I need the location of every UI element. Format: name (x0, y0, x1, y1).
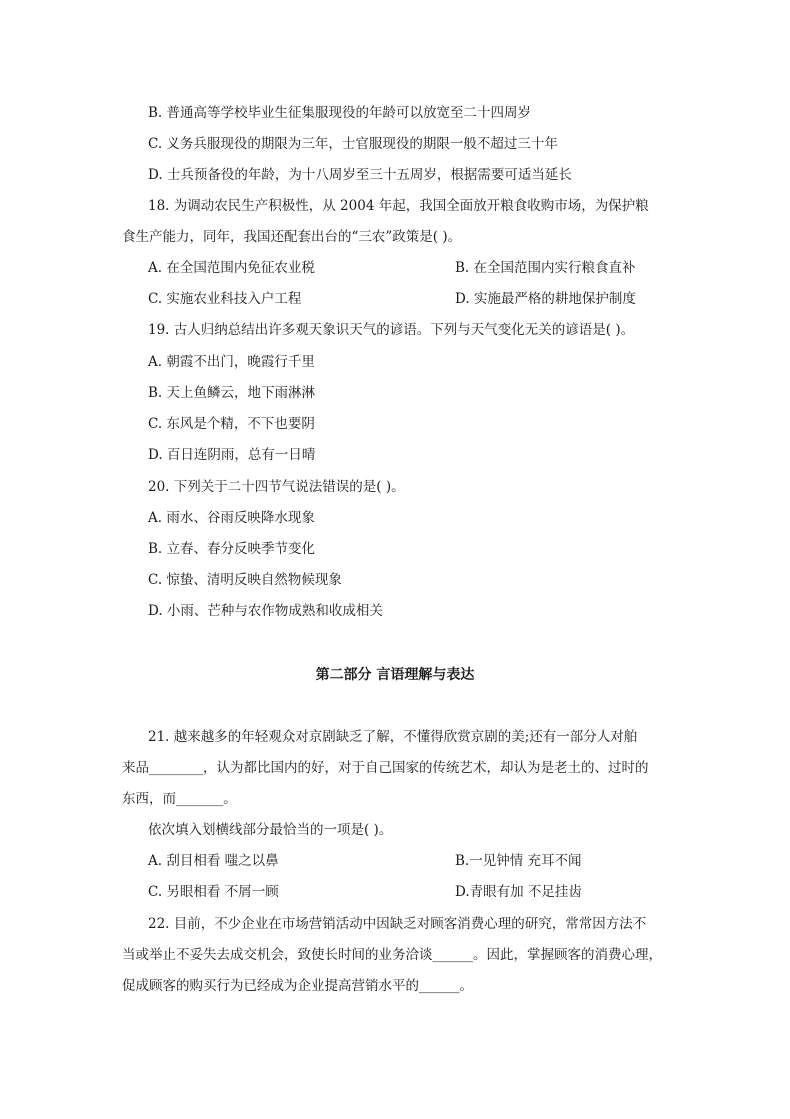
q20-stem: 20. 下列关于二十四节气说法错误的是( )。 (148, 479, 405, 495)
q22-stem-line3: 促成顾客的购买行为已经成为企业提高营销水平的______。 (122, 978, 473, 994)
q22-stem-line1: 22. 目前，不少企业在市场营销活动中因缺乏对顾客消费心理的研究，常常因方法不 (148, 916, 647, 932)
q21-prompt: 依次填入划横线部分最恰当的一项是( )。 (148, 822, 393, 838)
q19-option-b: B. 天上鱼鳞云，地下雨淋淋 (148, 385, 316, 401)
q21-option-d: D.青眼有加 不足挂齿 (455, 884, 582, 900)
q20-option-b: B. 立春、春分反映季节变化 (148, 541, 316, 557)
q21-option-b: B.一见钟情 充耳不闻 (455, 853, 582, 869)
q20-option-c: C. 惊蛰、清明反映自然物候现象 (148, 572, 342, 588)
q17-option-b: B. 普通高等学校毕业生征集服现役的年龄可以放宽至二十四周岁 (148, 105, 532, 121)
q20-option-d: D. 小雨、芒种与农作物成熟和收成相关 (148, 603, 383, 619)
section-heading: 第二部分 言语理解与表达 (315, 667, 475, 683)
q18-option-b: B. 在全国范围内实行粮食直补 (455, 260, 636, 276)
q21-option-a: A. 刮目相看 嗤之以鼻 (148, 853, 279, 869)
q18-option-c: C. 实施农业科技入户工程 (148, 291, 302, 307)
q17-option-c: C. 义务兵服现役的期限为三年，士官服现役的期限一般不超过三十年 (148, 136, 558, 152)
q18-option-a: A. 在全国范围内免征农业税 (148, 260, 315, 276)
q19-option-c: C. 东风是个精，不下也要阴 (148, 416, 315, 432)
q21-stem-line1: 21. 越来越多的年轻观众对京剧缺乏了解，不懂得欣赏京剧的美;还有一部分人对舶 (148, 729, 638, 745)
q18-stem-line1: 18. 为调动农民生产积极性，从 2004 年起，我国全面放开粮食收购市场，为保护粮 (148, 198, 649, 214)
q19-option-a: A. 朝霞不出门，晚霞行千里 (148, 354, 315, 370)
q21-stem-line2: 来品________，认为都比国内的好，对于自己国家的传统艺术，却认为是老土的、过时的 (122, 760, 649, 776)
q22-stem-line2: 当或举止不妥失去成交机会，致使长时间的业务洽谈______。因此，掌握顾客的消费心理， (122, 947, 662, 963)
q20-option-a: A. 雨水、谷雨反映降水现象 (148, 510, 315, 526)
q18-stem-line2: 食生产能力，同年，我国还配套出台的“三农”政策是( )。 (122, 229, 462, 245)
q18-option-d: D. 实施最严格的耕地保护制度 (455, 291, 636, 307)
q17-option-d: D. 士兵预备役的年龄，为十八周岁至三十五周岁，根据需要可适当延长 (148, 167, 572, 183)
q19-option-d: D. 百日连阴雨，总有一日晴 (148, 447, 316, 463)
q21-stem-line3: 东西，而_______。 (122, 791, 237, 807)
q21-option-c: C. 另眼相看 不屑一顾 (148, 884, 279, 900)
q19-stem: 19. 古人归纳总结出许多观天象识天气的谚语。下列与天气变化无关的谚语是( )。 (148, 322, 635, 338)
